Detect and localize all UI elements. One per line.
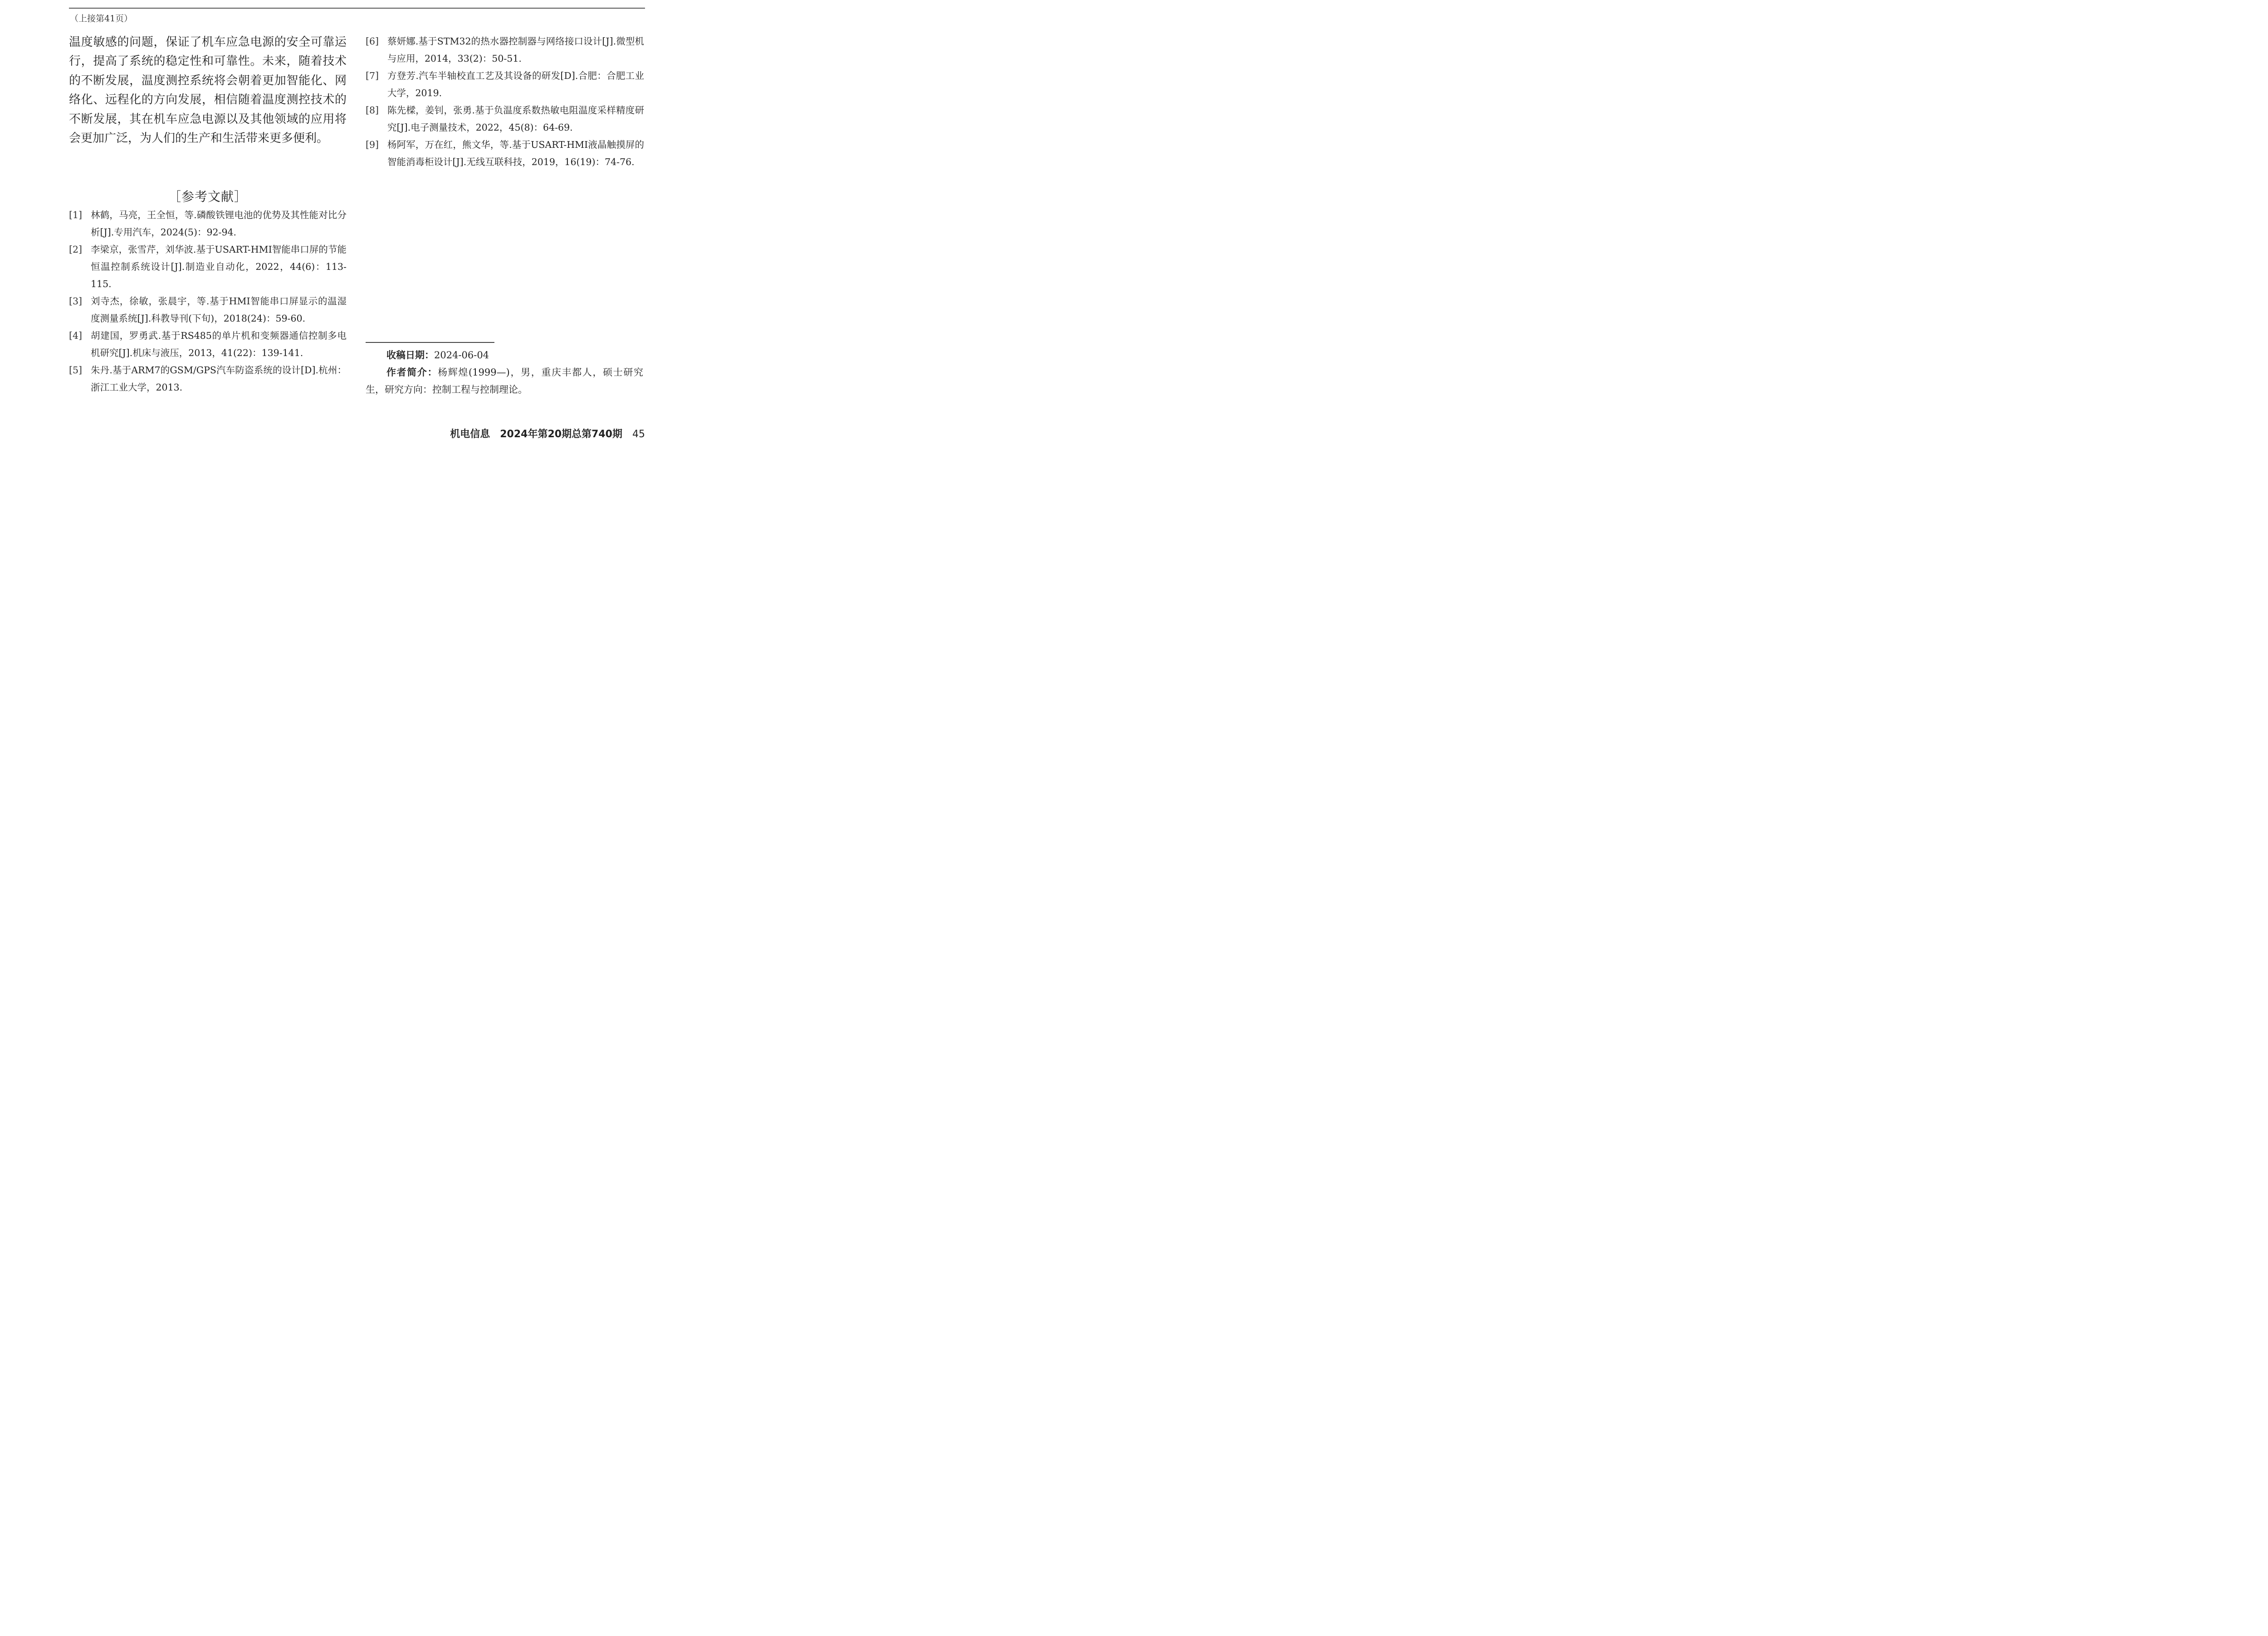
reference-text: 胡建国，罗勇武.基于RS485的单片机和变频器通信控制多电机研究[J].机床与液压，2013，41(22)：139-141. xyxy=(91,330,347,358)
reference-item xyxy=(69,327,347,361)
reference-text: 林鹤，马亮，王全恒，等.磷酸铁锂电池的优势及其性能对比分析[J].专用汽车，2024(5)：92-94. xyxy=(91,210,347,238)
author-value: 杨辉煌(1999—)，男，重庆丰都人，硕士研究生，研究方向：控制工程与控制理论。 xyxy=(366,367,644,395)
received-value: 2024-06-04 xyxy=(434,350,489,361)
body-paragraph: 温度敏感的问题，保证了机车应急电源的安全可靠运行，提高了系统的稳定性和可靠性。未来，随着技术的不断发展，温度测控系统将会朝着更加智能化、网络化、远程化的方向发展，相信随着温度测控技术的不断发展，其在机车应急电源以及其他领域的应用将会更加广泛，为人们的生产和生活带来更多便利。 xyxy=(69,35,347,146)
reference-number: [6] xyxy=(366,36,379,47)
reference-item xyxy=(366,102,644,136)
received-label: 收稿日期： xyxy=(386,350,434,361)
left-column xyxy=(69,33,347,148)
continued-note: （上接第41页） xyxy=(70,14,133,24)
reference-item xyxy=(69,293,347,327)
article-meta xyxy=(366,347,643,398)
reference-item xyxy=(69,241,347,293)
reference-number: [3] xyxy=(69,296,83,307)
page-number: 45 xyxy=(632,429,645,440)
references-heading: ［参考文献］ xyxy=(168,189,247,204)
reference-text: 蔡妍娜.基于STM32的热水器控制器与网络接口设计[J].微型机与应用，2014，33(2)：50-51. xyxy=(387,36,644,64)
journal-name: 机电信息 xyxy=(450,429,490,440)
reference-item xyxy=(366,136,644,171)
reference-text: 刘寺杰，徐敏，张晨宇，等.基于HMI智能串口屏显示的温湿度测量系统[J].科教导刊(下旬)，2018(24)：59-60. xyxy=(91,296,347,324)
journal-footer xyxy=(450,426,645,440)
reference-number: [7] xyxy=(366,70,379,81)
author-bio xyxy=(366,364,643,398)
reference-number: [2] xyxy=(69,244,83,255)
header-rule xyxy=(69,8,645,9)
reference-number: [5] xyxy=(69,365,83,376)
reference-number: [4] xyxy=(69,330,83,341)
reference-item xyxy=(366,67,644,102)
reference-text: 杨阿军，万在红，熊文华，等.基于USART-HMI液晶触摸屏的智能消毒柜设计[J].无线互联科技，2019，16(19)：74-76. xyxy=(387,139,644,167)
reference-item xyxy=(69,206,347,241)
reference-text: 陈先樑，姜钊，张勇.基于负温度系数热敏电阻温度采样精度研究[J].电子测量技术，2022，45(8)：64-69. xyxy=(387,105,644,133)
journal-issue: 2024年第20期总第740期 xyxy=(500,429,622,440)
received-date xyxy=(366,347,643,364)
reference-number: [8] xyxy=(366,105,379,116)
reference-text: 方登芳.汽车半轴校直工艺及其设备的研发[D].合肥：合肥工业大学，2019. xyxy=(387,70,644,98)
reference-item xyxy=(366,33,644,67)
reference-list-left xyxy=(69,206,347,396)
reference-number: [9] xyxy=(366,139,379,150)
reference-number: [1] xyxy=(69,210,83,220)
reference-list-right xyxy=(366,33,644,171)
reference-item xyxy=(69,361,347,396)
footnote-rule xyxy=(366,342,494,343)
reference-text: 李梁京，张雪芹，刘华波.基于USART-HMI智能串口屏的节能恒温控制系统设计[J].制造业自动化，2022，44(6)：113-115. xyxy=(91,244,347,289)
reference-text: 朱丹.基于ARM7的GSM/GPS汽车防盗系统的设计[D].杭州：浙江工业大学，2013. xyxy=(91,365,347,393)
author-label: 作者简介： xyxy=(386,367,438,378)
